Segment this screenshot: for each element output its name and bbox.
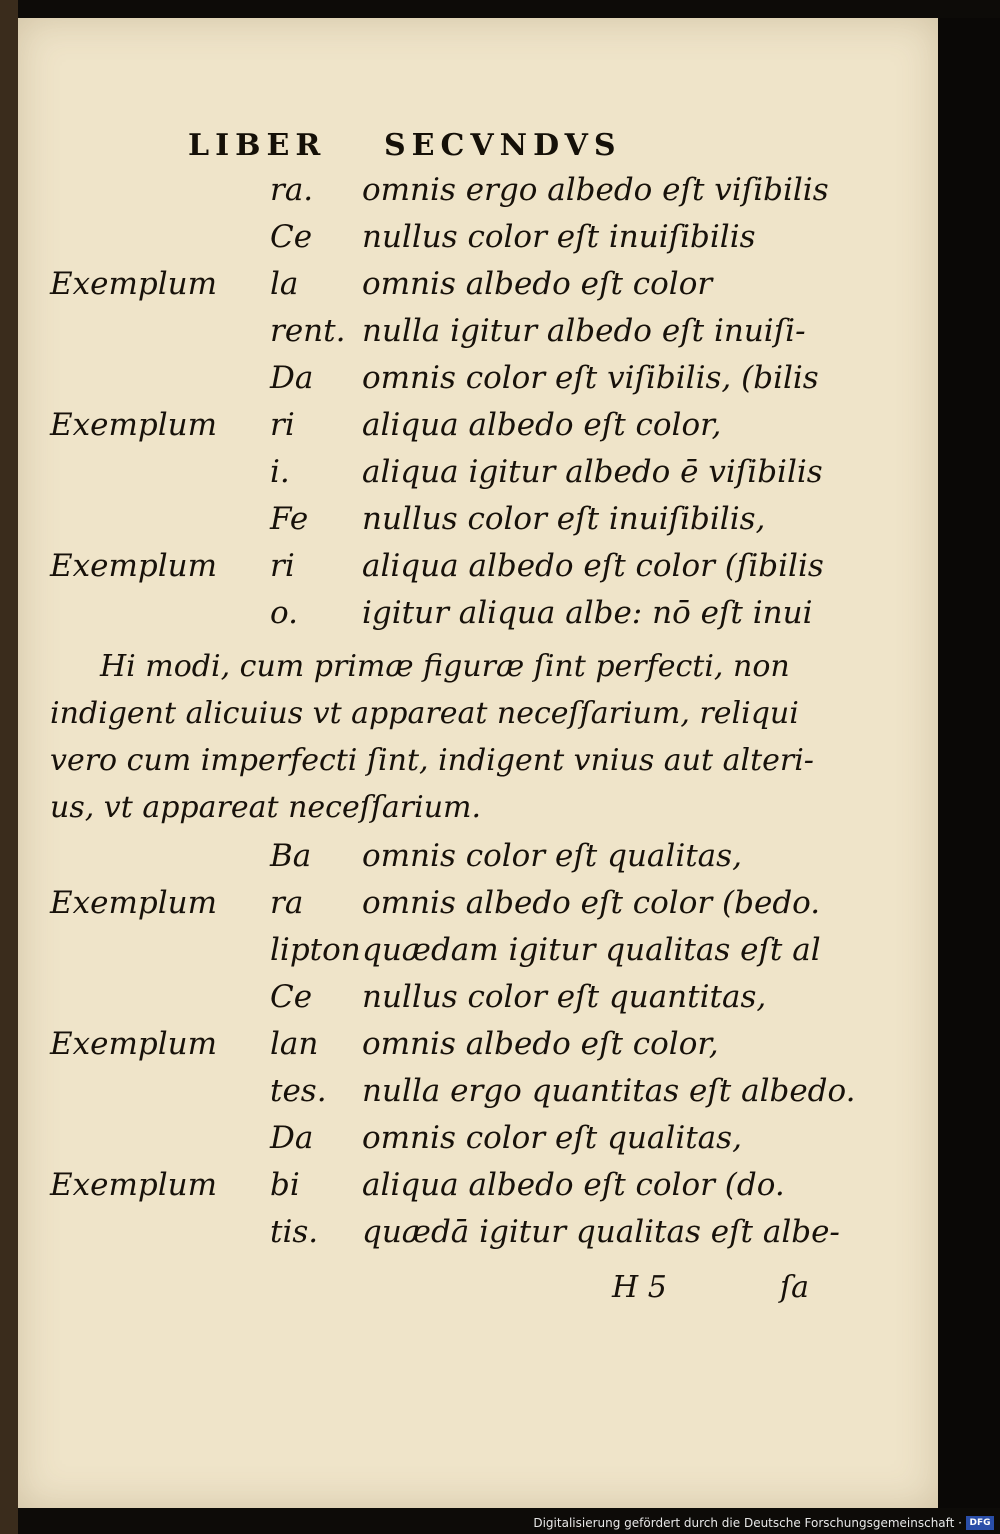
syllogism-row [0,1120,940,1168]
exemplum-label: Exemplum [50,1167,217,1203]
proposition-text: omnis color eſt viſibilis, (bilis [362,360,819,396]
mnemonic-syllable: rent. [270,313,346,349]
mnemonic-syllable: Ce [270,979,313,1015]
syllogism-row [0,1214,940,1262]
exemplum-label: Exemplum [50,548,217,584]
syllogism-row [0,360,940,408]
proposition-text: quædam igitur qualitas eſt al [362,932,821,968]
proposition-text: quædā igitur qualitas eſt albe- [362,1214,840,1250]
syllogism-row [0,266,940,314]
syllogism-row [0,313,940,361]
dfg-logo: DFG [966,1516,994,1530]
mnemonic-syllable: ra. [270,172,314,208]
mnemonic-syllable: ri [270,548,295,584]
proposition-text: omnis albedo eſt color, [362,1026,719,1062]
running-header [188,128,688,168]
syllogism-row [0,407,940,455]
mnemonic-syllable: lipton [270,932,361,968]
proposition-text: omnis albedo eſt color [362,266,713,302]
syllogism-row [0,219,940,267]
header-liber: LIBER [188,128,327,163]
proposition-text: omnis color eſt qualitas, [362,1120,742,1156]
paragraph-line: Hi modi, cum primæ figuræ ſint perfecti, non [100,649,790,684]
catchword: ſa [780,1270,809,1305]
mnemonic-syllable: ra [270,885,304,921]
header-secundus: SECVNDVS [384,128,622,163]
body-paragraph [50,643,820,831]
paragraph-line: vero cum imperfecti ſint, indigent vnius aut alteri- [50,743,814,778]
mnemonic-syllable: la [270,266,299,302]
exemplum-label: Exemplum [50,885,217,921]
syllogism-row [0,838,940,886]
signature-mark: H 5 [612,1270,667,1305]
exemplum-label: Exemplum [50,407,217,443]
mnemonic-syllable: Ce [270,219,313,255]
page-edge [938,18,1000,1508]
proposition-text: igitur aliqua albe: nō eſt inui [362,595,813,631]
proposition-text: aliqua albedo eſt color (ſibilis [362,548,824,584]
proposition-text: aliqua igitur albedo ē viſibilis [362,454,823,490]
syllogism-row [0,595,940,643]
proposition-text: nullus color eſt quantitas, [362,979,767,1015]
syllogism-row [0,979,940,1027]
syllogism-row [0,548,940,596]
mnemonic-syllable: tes. [270,1073,327,1109]
mnemonic-syllable: Ba [270,838,312,874]
proposition-text: nulla igitur albedo eſt inuiſi- [362,313,806,349]
syllogism-row [0,454,940,502]
proposition-text: aliqua albedo eſt color, [362,407,722,443]
mnemonic-syllable: ri [270,407,295,443]
syllogism-row [0,932,940,980]
syllogism-row [0,1167,940,1215]
mnemonic-syllable: Fe [270,501,309,537]
paragraph-line: indigent alicuius vt appareat neceſſarium, reliqui [50,696,799,731]
proposition-text: omnis albedo eſt color (bedo. [362,885,821,921]
syllogism-row [0,501,940,549]
exemplum-label: Exemplum [50,1026,217,1062]
proposition-text: omnis color eſt qualitas, [362,838,742,874]
mnemonic-syllable: lan [270,1026,319,1062]
mnemonic-syllable: o. [270,595,298,631]
proposition-text: aliqua albedo eſt color (do. [362,1167,785,1203]
digitization-credit: Digitalisierung gefördert durch die Deutsche Forschungsgemeinschaft · [533,1516,962,1530]
mnemonic-syllable: tis. [270,1214,319,1250]
mnemonic-syllable: bi [270,1167,300,1203]
paragraph-line: us, vt appareat neceſſarium. [50,790,482,825]
syllogism-row [0,172,940,220]
syllogism-row [0,1026,940,1074]
exemplum-label: Exemplum [50,266,217,302]
proposition-text: nullus color eſt inuiſibilis, [362,501,766,537]
syllogism-row [0,885,940,933]
mnemonic-syllable: Da [270,360,314,396]
mnemonic-syllable: i. [270,454,290,490]
proposition-text: omnis ergo albedo eſt viſibilis [362,172,829,208]
proposition-text: nullus color eſt inuiſibilis [362,219,756,255]
mnemonic-syllable: Da [270,1120,314,1156]
syllogism-row [0,1073,940,1121]
proposition-text: nulla ergo quantitas eſt albedo. [362,1073,856,1109]
